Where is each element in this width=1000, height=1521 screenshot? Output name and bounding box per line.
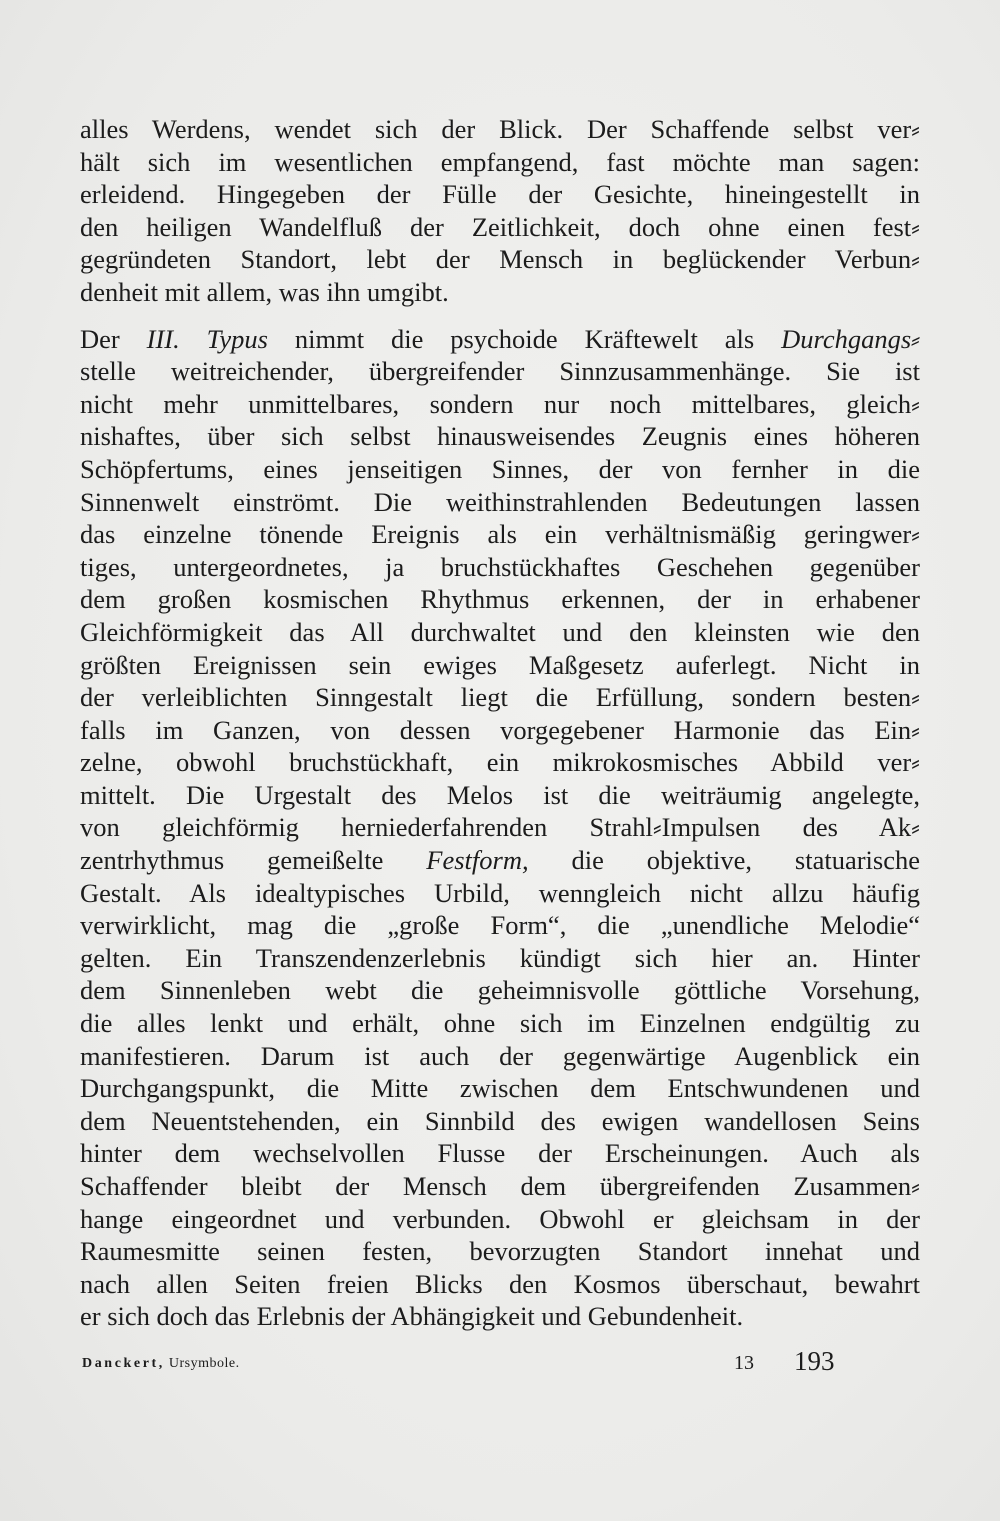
text-run: Schöpfertums, eines jenseitigen Sinnes, der von fernher in die — [80, 453, 920, 484]
text-run: den heiligen Wandelfluß der Zeitlichkeit, doch ohne einen fest⸗ — [80, 211, 920, 242]
signature-work: Ursymbole. — [168, 1356, 240, 1371]
text-line — [80, 746, 920, 779]
text-line — [80, 323, 920, 356]
text-line — [80, 909, 920, 942]
text-run: die alles lenkt und erhält, ohne sich im Einzelnen endgültig zu — [80, 1008, 920, 1039]
body-text — [80, 113, 920, 1333]
text-line — [80, 681, 920, 714]
text-run: nishaftes, über sich selbst hinausweisendes Zeugnis eines höheren — [80, 421, 920, 452]
text-run: gelten. Ein Transzendenzerlebnis kündigt sich hier an. Hinter — [80, 942, 920, 973]
text-run: Gleichförmigkeit das All durchwaltet und den kleinsten wie den — [80, 616, 920, 647]
text-line — [80, 146, 920, 179]
text-line — [80, 486, 920, 519]
text-run: Durchgangspunkt, die Mitte zwischen dem Entschwundenen und — [80, 1073, 920, 1104]
text-run: gegründeten Standort, lebt der Mensch in beglückender Verbun⸗ — [80, 244, 920, 275]
text-run: hinter dem wechselvollen Flusse der Erscheinungen. Auch als — [80, 1138, 920, 1169]
text-run: größten Ereignissen sein ewiges Maßgesetz auferlegt. Nicht in — [80, 649, 920, 680]
text-run: hält sich im wesentlichen empfangend, fast möchte man sagen: — [80, 146, 920, 177]
emphasis-text: Festform, — [426, 845, 529, 876]
text-run: Sinnenwelt einströmt. Die weithinstrahlenden Bedeutungen lassen — [80, 486, 920, 517]
text-line — [80, 1040, 920, 1073]
text-run: nach allen Seiten freien Blicks den Kosmos überschaut, bewahrt — [80, 1268, 920, 1299]
text-line — [80, 1268, 920, 1301]
text-line — [80, 453, 920, 486]
text-line — [80, 1105, 920, 1138]
text-run: Gestalt. Als idealtypisches Urbild, wenngleich nicht allzu häufig — [80, 877, 920, 908]
text-line — [80, 649, 920, 682]
text-line — [80, 583, 920, 616]
text-run: stelle weitreichender, übergreifender Sinnzusammenhänge. Sie ist — [80, 356, 920, 387]
text-line — [80, 942, 920, 975]
text-line — [80, 1007, 920, 1040]
text-run: hange eingeordnet und verbunden. Obwohl er gleichsam in der — [80, 1203, 920, 1234]
text-run: falls im Ganzen, von dessen vorgegebener Harmonie das Ein⸗ — [80, 714, 920, 745]
text-line — [80, 1072, 920, 1105]
emphasis-text: Durchgangs⸗ — [781, 323, 920, 354]
text-run: von gleichförmig herniederfahrenden Strahl⸗Impulsen des Ak⸗ — [80, 812, 920, 843]
text-line — [80, 178, 920, 211]
text-line — [80, 113, 920, 146]
printer-signature — [82, 1356, 240, 1372]
text-run: Der — [80, 323, 147, 354]
text-line — [80, 276, 920, 309]
text-line — [80, 518, 920, 551]
page-number: 193 — [794, 1346, 835, 1376]
text-run: dem großen kosmischen Rhythmus erkennen, der in erhabener — [80, 584, 920, 615]
text-line — [80, 779, 920, 812]
text-run: zelne, obwohl bruchstückhaft, ein mikrokosmisches Abbild ver⸗ — [80, 747, 920, 778]
text-run: das einzelne tönende Ereignis als ein verhältnismäßig geringwer⸗ — [80, 519, 920, 550]
text-run: zentrhythmus gemeißelte — [80, 845, 427, 876]
text-run: manifestieren. Darum ist auch der gegenwärtige Augenblick ein — [80, 1040, 920, 1071]
text-line — [80, 844, 920, 877]
text-line — [80, 243, 920, 276]
text-line — [80, 1235, 920, 1268]
paragraph — [80, 113, 920, 309]
text-run: alles Werdens, wendet sich der Blick. Der Schaffende selbst ver⸗ — [80, 114, 920, 144]
text-run: nicht mehr unmittelbares, sondern nur noch mittelbares, gleich⸗ — [80, 388, 920, 419]
sheet-number: 13 — [734, 1352, 754, 1374]
text-line — [80, 211, 920, 244]
text-run: er sich doch das Erlebnis der Abhängigkeit und Gebundenheit. — [80, 1301, 744, 1332]
text-run: Schaffender bleibt der Mensch dem übergreifenden Zusammen⸗ — [80, 1171, 920, 1201]
text-line — [80, 714, 920, 747]
text-run: nimmt die psychoide Kräftewelt als — [267, 323, 782, 354]
text-line — [80, 1300, 920, 1333]
text-run: erleidend. Hingegeben der Fülle der Gesichte, hineingestellt in — [80, 179, 920, 210]
paragraph — [80, 323, 920, 1333]
emphasis-text: III. Typus — [146, 323, 268, 354]
text-line — [80, 811, 920, 844]
text-run: dem Sinnenleben webt die geheimnisvolle göttliche Vorsehung, — [80, 975, 920, 1006]
text-run: verwirklicht, mag die „große Form“, die „unendliche Melodie“ — [80, 910, 920, 941]
text-run: der verleiblichten Sinngestalt liegt die Erfüllung, sondern besten⸗ — [80, 682, 920, 713]
text-run: mittelt. Die Urgestalt des Melos ist die weiträumig angelegte, — [80, 779, 920, 810]
page-footer — [82, 1346, 838, 1386]
text-line — [80, 974, 920, 1007]
text-line — [80, 1203, 920, 1236]
text-line — [80, 355, 920, 388]
text-line — [80, 420, 920, 453]
text-run: tiges, untergeordnetes, ja bruchstückhaftes Geschehen gegenüber — [80, 551, 920, 582]
text-run: dem Neuentstehenden, ein Sinnbild des ewigen wandellosen Seins — [80, 1105, 920, 1136]
text-line — [80, 551, 920, 584]
signature-author: Danckert, — [82, 1356, 165, 1371]
text-line — [80, 1137, 920, 1170]
text-line — [80, 1170, 920, 1203]
text-run: denheit mit allem, was ihn umgibt. — [80, 276, 449, 307]
text-line — [80, 877, 920, 910]
text-line — [80, 616, 920, 649]
text-run: die objektive, statuarische — [528, 845, 920, 876]
text-line — [80, 388, 920, 421]
text-run: Raumesmitte seinen festen, bevorzugten Standort innehat und — [80, 1236, 920, 1267]
